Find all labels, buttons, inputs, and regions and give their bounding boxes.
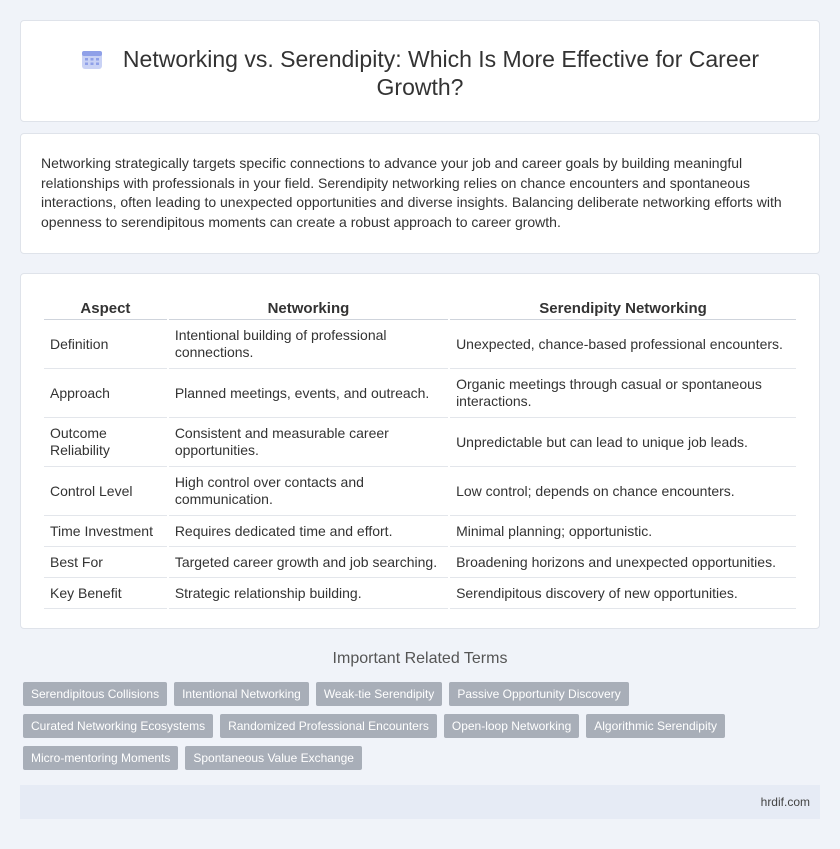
term-tag[interactable]: Serendipitous Collisions (23, 682, 167, 706)
term-tag[interactable]: Randomized Professional Encounters (220, 714, 437, 738)
cell-networking: Planned meetings, events, and outreach. (169, 369, 448, 418)
table-row (44, 547, 796, 578)
cell-networking: Targeted career growth and job searching. (169, 547, 448, 578)
cell-aspect: Approach (44, 369, 167, 418)
cell-networking: Consistent and measurable career opportunities. (169, 418, 448, 467)
footer (20, 785, 820, 819)
term-tag[interactable]: Passive Opportunity Discovery (449, 682, 628, 706)
cell-networking: Strategic relationship building. (169, 578, 448, 609)
table-row (44, 418, 796, 467)
table-row (44, 578, 796, 609)
cell-serendipity: Minimal planning; opportunistic. (450, 516, 796, 547)
cell-aspect: Control Level (44, 467, 167, 516)
comparison-card (20, 273, 820, 629)
cell-serendipity: Serendipitous discovery of new opportunities. (450, 578, 796, 609)
cell-aspect: Outcome Reliability (44, 418, 167, 467)
header-serendipity: Serendipity Networking (450, 294, 796, 320)
header-aspect: Aspect (44, 294, 167, 320)
term-tag[interactable]: Open-loop Networking (444, 714, 579, 738)
table-header-row (44, 294, 796, 320)
footer-site-link[interactable]: hrdif.com (760, 795, 810, 809)
intro-card (20, 133, 820, 254)
title-card (20, 20, 820, 122)
table-row (44, 467, 796, 516)
cell-serendipity: Broadening horizons and unexpected opportunities. (450, 547, 796, 578)
cell-aspect: Definition (44, 320, 167, 369)
cell-serendipity: Low control; depends on chance encounters. (450, 467, 796, 516)
term-tag[interactable]: Weak-tie Serendipity (316, 682, 443, 706)
calendar-icon (81, 48, 103, 70)
cell-aspect: Key Benefit (44, 578, 167, 609)
cell-serendipity: Unpredictable but can lead to unique job leads. (450, 418, 796, 467)
related-terms-heading: Important Related Terms (332, 650, 508, 667)
cell-serendipity: Unexpected, chance-based professional encounters. (450, 320, 796, 369)
cell-serendipity: Organic meetings through casual or spontaneous interactions. (450, 369, 796, 418)
term-tag[interactable]: Intentional Networking (174, 682, 309, 706)
cell-networking: Intentional building of professional connections. (169, 320, 448, 369)
page-title: Networking vs. Serendipity: Which Is More Effective for Career Growth? (122, 46, 760, 100)
term-tag[interactable]: Micro-mentoring Moments (23, 746, 178, 770)
comparison-table (42, 294, 798, 609)
term-tag[interactable]: Algorithmic Serendipity (586, 714, 725, 738)
intro-paragraph: Networking strategically targets specific connections to advance your job and career goals by building meaningful relationships with professionals in your field. Serendipity networking relies on chance encounters and spontaneous interactions, often leading to unexpected opportunities and diverse insights. Balancing deliberate networking efforts with openness to serendipitous moments can create a robust approach to career growth. (41, 155, 782, 230)
term-tag[interactable]: Curated Networking Ecosystems (23, 714, 213, 738)
related-terms-list (23, 682, 823, 770)
cell-networking: Requires dedicated time and effort. (169, 516, 448, 547)
page-title-wrap (21, 45, 819, 101)
cell-networking: High control over contacts and communication. (169, 467, 448, 516)
cell-aspect: Time Investment (44, 516, 167, 547)
term-tag[interactable]: Spontaneous Value Exchange (185, 746, 362, 770)
cell-aspect: Best For (44, 547, 167, 578)
header-networking: Networking (169, 294, 448, 320)
table-row (44, 516, 796, 547)
table-row (44, 320, 796, 369)
table-row (44, 369, 796, 418)
